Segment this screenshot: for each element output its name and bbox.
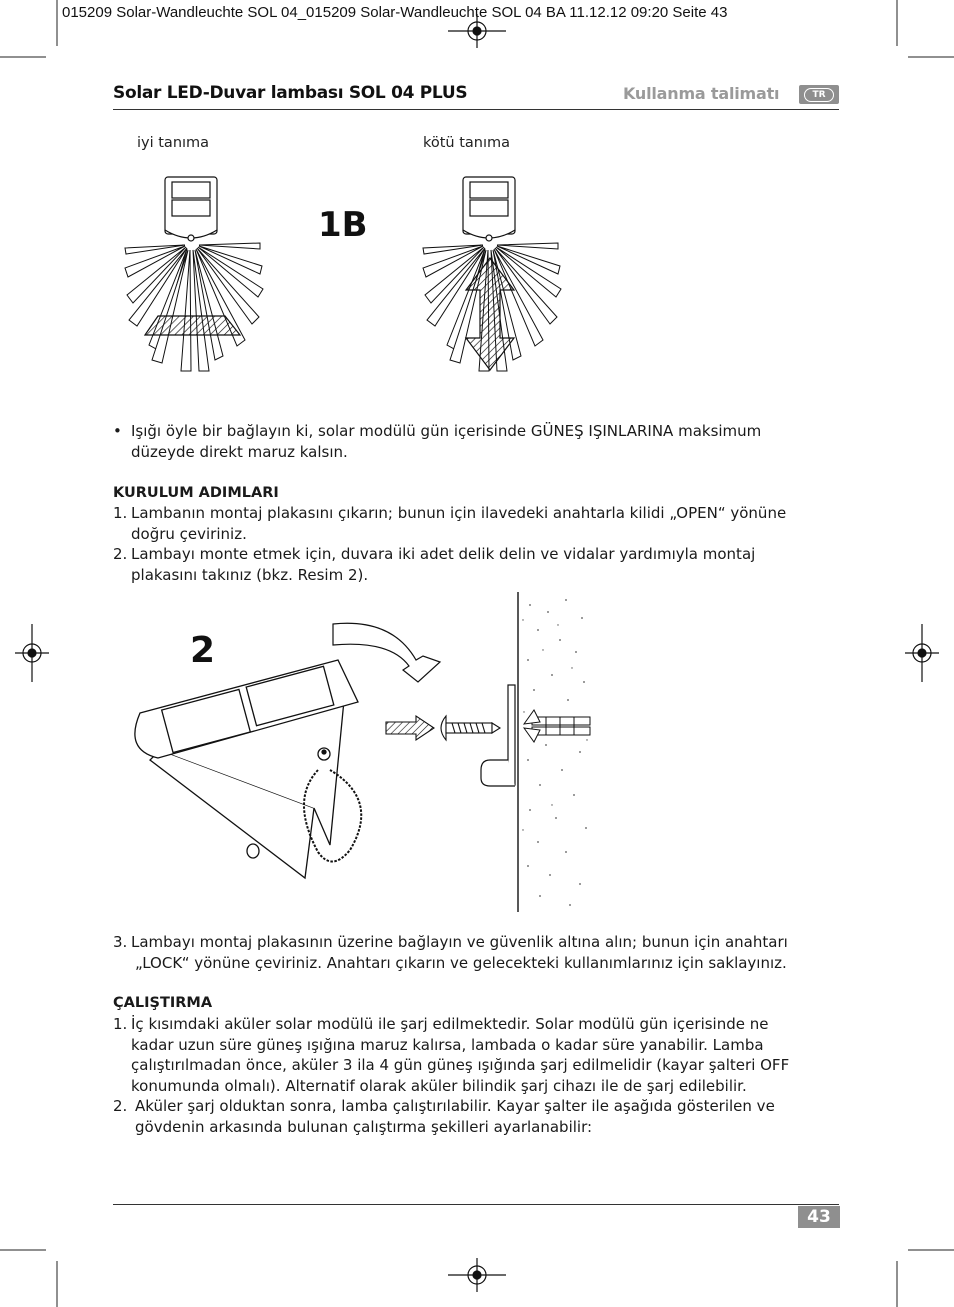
caption-good-detection: iyi tanıma bbox=[137, 135, 210, 151]
operation-step-2: 2. Aküler şarj olduktan sonra, lamba çalıştırılabilir. Kayar şalter ile aşağıda gösterilen ve gövdenin arkasında bulunan çalıştırma şekilleri ayarlanabilir: bbox=[113, 1097, 775, 1136]
print-slug: 015209 Solar-Wandleuchte SOL 04_015209 Solar-Wandleuchte SOL 04 BA 11.12.12 09:20 Seite 43 bbox=[62, 4, 728, 21]
page-title: Solar LED-Duvar lambası SOL 04 PLUS bbox=[113, 83, 468, 103]
bullet-sun-exposure: • Işığı öyle bir bağlayın ki, solar modülü gün içerisinde GÜNEŞ IŞINLARINA maksimum düzeyde direkt maruz kalsın. bbox=[113, 422, 762, 461]
heading-installation: KURULUM ADIMLARI bbox=[113, 485, 279, 501]
figure-1b-label: 1B bbox=[318, 205, 368, 245]
figure-2-label: 2 bbox=[190, 630, 216, 671]
install-step-2: 2. Lambayı monte etmek için, duvara iki adet delik delin ve vidalar yardımıyla montaj plakasını takınız (bkz. Resim 2). bbox=[113, 545, 756, 584]
page-number: 43 bbox=[798, 1206, 840, 1228]
install-step-1: 1. Lambanın montaj plakasını çıkarın; bunun için ilavedeki anahtarla kilidi „OPEN“ yönüne doğru çeviriniz. bbox=[113, 504, 787, 543]
section-label: Kullanma talimatı bbox=[623, 84, 780, 103]
footer-divider bbox=[113, 1204, 839, 1205]
install-step-3: 3. Lambayı montaj plakasının üzerine bağlayın ve güvenlik altına alın; bunun için anahtarı „LOCK“ yönüne çeviriniz. Anahtarı çıkarın ve gelecekteki kullanımlarınız için saklayınız. bbox=[113, 933, 788, 972]
heading-operation: ÇALIŞTIRMA bbox=[113, 995, 213, 1011]
operation-step-1: 1. İç kısımdaki aküler solar modülü ile şarj edilmektedir. Solar modülü gün içerisinde ne kadar uzun süre güneş ışığına maruz kalırsa, lambada o kadar süre yanabilir. Lamba çalıştırılmadan önce, aküler 3 ila 4 gün güneş ışığında şarj edilmelidir (kayar şalteri OFF konumunda olmalı). Alternatif olarak aküler bilindik şarj cihazı ile de şarj edilebilir. bbox=[113, 1015, 790, 1095]
language-badge: TR bbox=[799, 85, 839, 104]
caption-bad-detection: kötü tanıma bbox=[423, 135, 511, 151]
wall-texture bbox=[522, 599, 587, 906]
